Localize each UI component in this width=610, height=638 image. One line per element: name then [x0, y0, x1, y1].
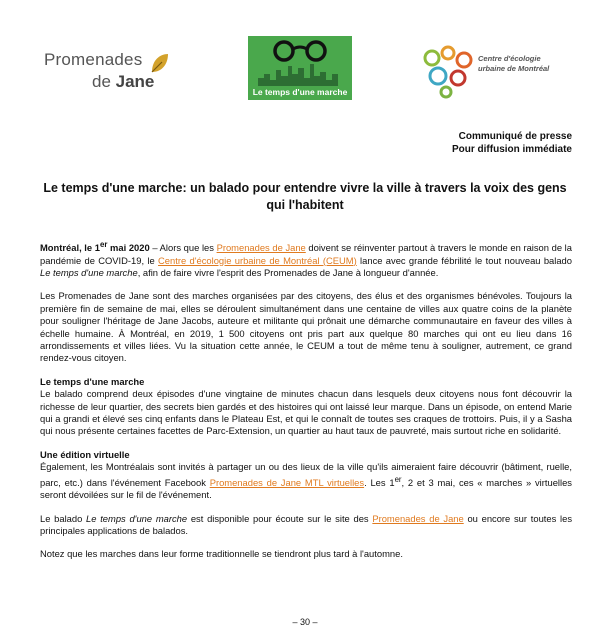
- paragraph-note: Notez que les marches dans leur forme traditionnelle se tiendront plus tard à l'automne.: [40, 548, 403, 560]
- press-line1: Communiqué de presse: [458, 131, 572, 142]
- jane-logo-line1: Promenades: [44, 50, 143, 69]
- temps-dune-marche-logo: [248, 36, 352, 100]
- section-podcast: Le temps d'une marche Le balado comprend deux épisodes d'une vingtaine de minutes chacun dans lesquels deux citoyens nous font découvrir la richesse de leur quartier, des secrets bien gardés et des histoires qui ont laissé leur marque. Dans un épisode, on entend Marie qui a grandi et élevé ses cinq enfants dans le Plateau Est, et qui le connaît de toutes ses craques de trottoirs. Puis, il y a Sasha qui nous présente certaines facettes de Parc-Extension, un quartier au haut taux de pauvreté, mais surtout riche en solidarité.: [40, 375, 572, 437]
- logo-row: [0, 36, 610, 106]
- ceum-logo-text: Centre d'écologie urbaine de Montréal: [478, 54, 550, 73]
- promenades-site-link[interactable]: Promenades de Jane: [372, 512, 464, 524]
- paragraph-about: Les Promenades de Jane sont des marches organisées par des citoyens, des élus et des organismes bénévoles. Toujours la première fin de semaine de mai, elles se déroulent simultanément dans une centaine de villes aux quatre coins de la planète pour souligner l'héritage de Jane Jacobs, auteure et militante qui prônait une démarche communautaire en faveur des villes à échelle humaine. À Montréal, en 2019, 1 500 citoyens ont pris part aux quelque 80 marches qui ont eu lieu dans 16 arrondissements et villes liées. Vu la situation cette année, le CEUM a tout de même tenu à souligner, autrement, ce grand rendez-vous citoyen.: [40, 290, 572, 364]
- document-title: Le temps d'une marche: un balado pour entendre vivre la ville à travers la voix des gens qui l'habitent: [43, 181, 567, 212]
- document-body: [40, 239, 572, 572]
- end-marker: – 30 –: [292, 617, 318, 627]
- press-release-header: [452, 130, 572, 156]
- dateline: Montréal, le 1er mai 2020: [40, 240, 150, 254]
- promenades-de-jane-logo: [44, 50, 194, 100]
- ceum-logo: [420, 44, 570, 100]
- promenades-de-jane-link[interactable]: Promenades de Jane: [216, 242, 306, 254]
- temps-logo-label: Le temps d'une marche: [252, 87, 348, 97]
- jane-logo-line2: de Jane: [92, 72, 155, 91]
- paragraph-intro: Montréal, le 1er mai 2020 – Alors que les Promenades de Jane doivent se réinventer partout à travers le monde en raison de la pandémie de COVID-19, le Centre d'écologie urbaine de Montréal (CEUM) lance avec grande fébrilité le tout nouveau balado Le temps d'une marche, afin de faire vivre l'esprit des Promenades de Jane à longueur d'année.: [40, 240, 572, 278]
- section-heading-virtual: Une édition virtuelle: [40, 448, 130, 460]
- ceum-circles-icon: [420, 44, 476, 100]
- press-line2: Pour diffusion immédiate: [451, 144, 572, 155]
- section-virtual: Une édition virtuelle Également, les Montréalais sont invités à partager un ou des lieux de la ville qu'ils aimeraient faire découvrir (bâtiment, ruelle, parc, etc.) dans l'événement Facebook Promenades de Jane MTL virtuelles. Les 1er, 2 et 3 mai, ces « marches » virtuelles seront dévoilées sur le fil de l'événement.: [40, 448, 572, 501]
- paragraph-availability: Le balado Le temps d'une marche est disponible pour écoute sur le site des Promenades de Jane ou encore sur toutes les principales applications de balados.: [40, 512, 573, 536]
- section-heading-podcast: Le temps d'une marche: [40, 375, 145, 387]
- facebook-event-link[interactable]: Promenades de Jane MTL virtuelles: [209, 476, 365, 488]
- ceum-link[interactable]: Centre d'écologie urbaine de Montréal (CEUM): [158, 254, 357, 266]
